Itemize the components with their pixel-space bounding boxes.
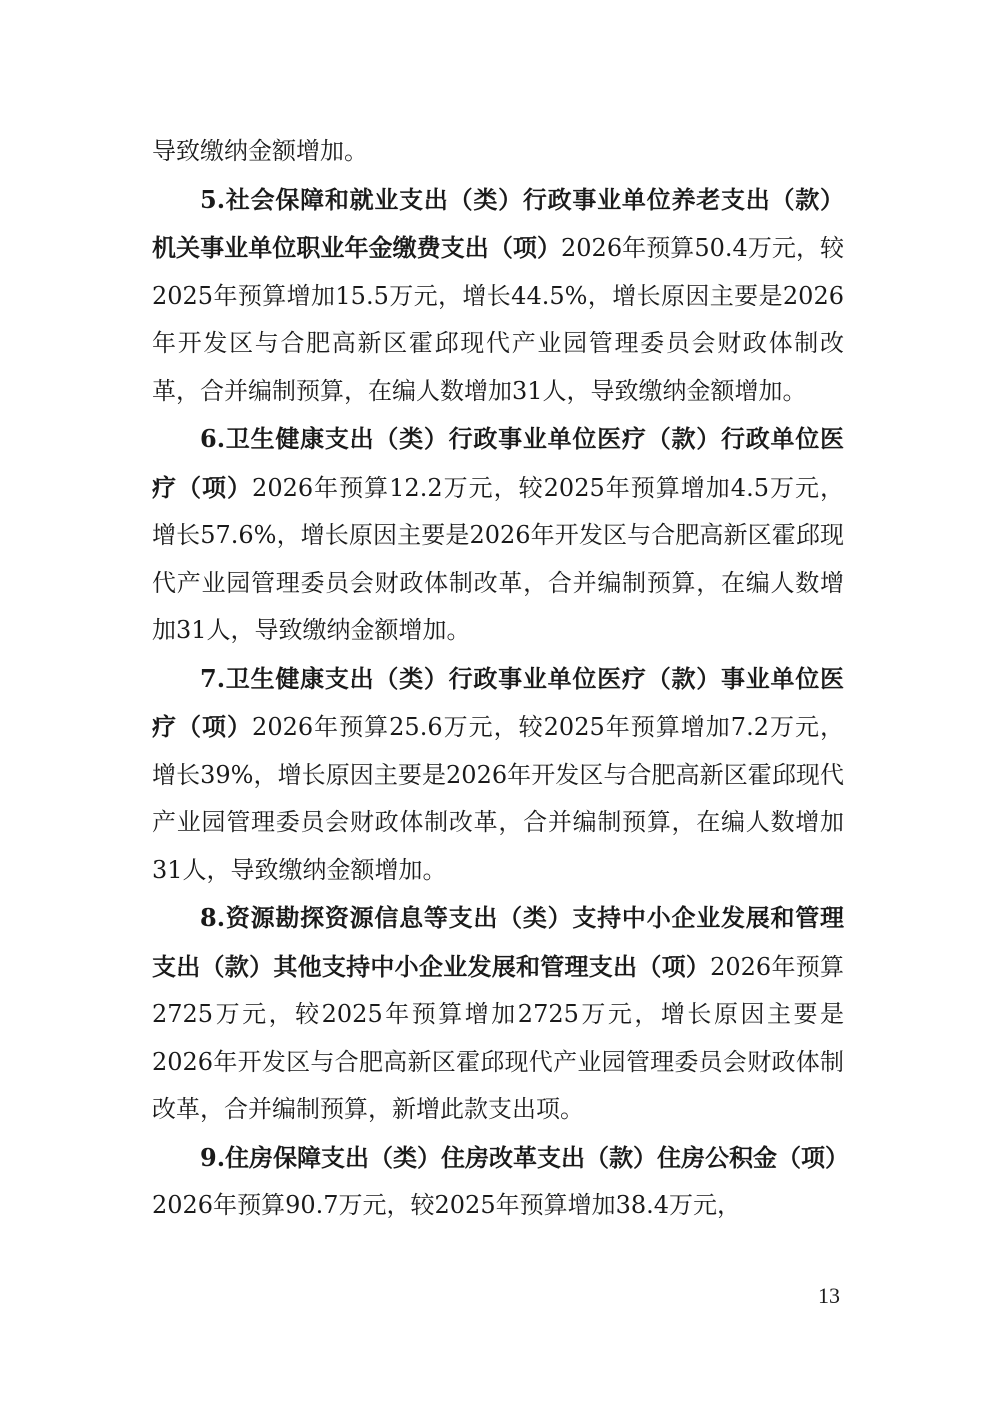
paragraph-item-7	[152, 655, 844, 895]
paragraph-body: 2026年预算2725万元，较2025年预算增加2725万元，增长原因主要是2026年开发区与合肥高新区霍邱现代产业园管理委员会财政体制改革，合并编制预算，新增此款支出项。	[152, 952, 845, 1123]
paragraph-body: 导致缴纳金额增加。	[152, 137, 368, 165]
paragraph-item-8	[152, 894, 844, 1134]
paragraph-item-6	[152, 415, 844, 655]
page-number: 13	[818, 1283, 840, 1308]
paragraph-heading: 5.社会保障和就业支出（类）行政事业单位养老支出（款）机关事业单位职业年金缴费支出（项）	[152, 184, 844, 262]
paragraph-heading: 6.卫生健康支出（类）行政事业单位医疗（款）行政单位医疗（项）	[152, 424, 844, 502]
paragraph-heading: 7.卫生健康支出（类）行政事业单位医疗（款）事业单位医疗（项）	[152, 663, 844, 741]
paragraph-item-9	[152, 1134, 850, 1230]
paragraph-body: 2026年预算25.6万元，较2025年预算增加7.2万元，增长39%，增长原因主要是2026年开发区与合肥高新区霍邱现代产业园管理委员会财政体制改革，合并编制预算，在编人数增加31人，导致缴纳金额增加。	[152, 713, 844, 884]
paragraph-continuation	[152, 128, 844, 176]
document-body	[152, 128, 850, 1230]
paragraph-body: 2026年预算50.4万元，较2025年预算增加15.5万元，增长44.5%，增长原因主要是2026年开发区与合肥高新区霍邱现代产业园管理委员会财政体制改革，合并编制预算，在编人数增加31人，导致缴纳金额增加。	[152, 234, 845, 405]
paragraph-body: 2026年预算12.2万元，较2025年预算增加4.5万元，增长57.6%，增长原因主要是2026年开发区与合肥高新区霍邱现代产业园管理委员会财政体制改革，合并编制预算，在编人数增加31人，导致缴纳金额增加。	[152, 473, 844, 644]
paragraph-body: 2026年预算90.7万元，较2025年预算增加38.4万元，	[152, 1191, 742, 1219]
paragraph-heading: 9.住房保障支出（类）住房改革支出（款）住房公积金（项）	[200, 1142, 850, 1172]
paragraph-heading: 8.资源勘探资源信息等支出（类）支持中小企业发展和管理支出（款）其他支持中小企业发展和管理支出（项）	[152, 903, 844, 981]
paragraph-item-5	[152, 176, 844, 416]
